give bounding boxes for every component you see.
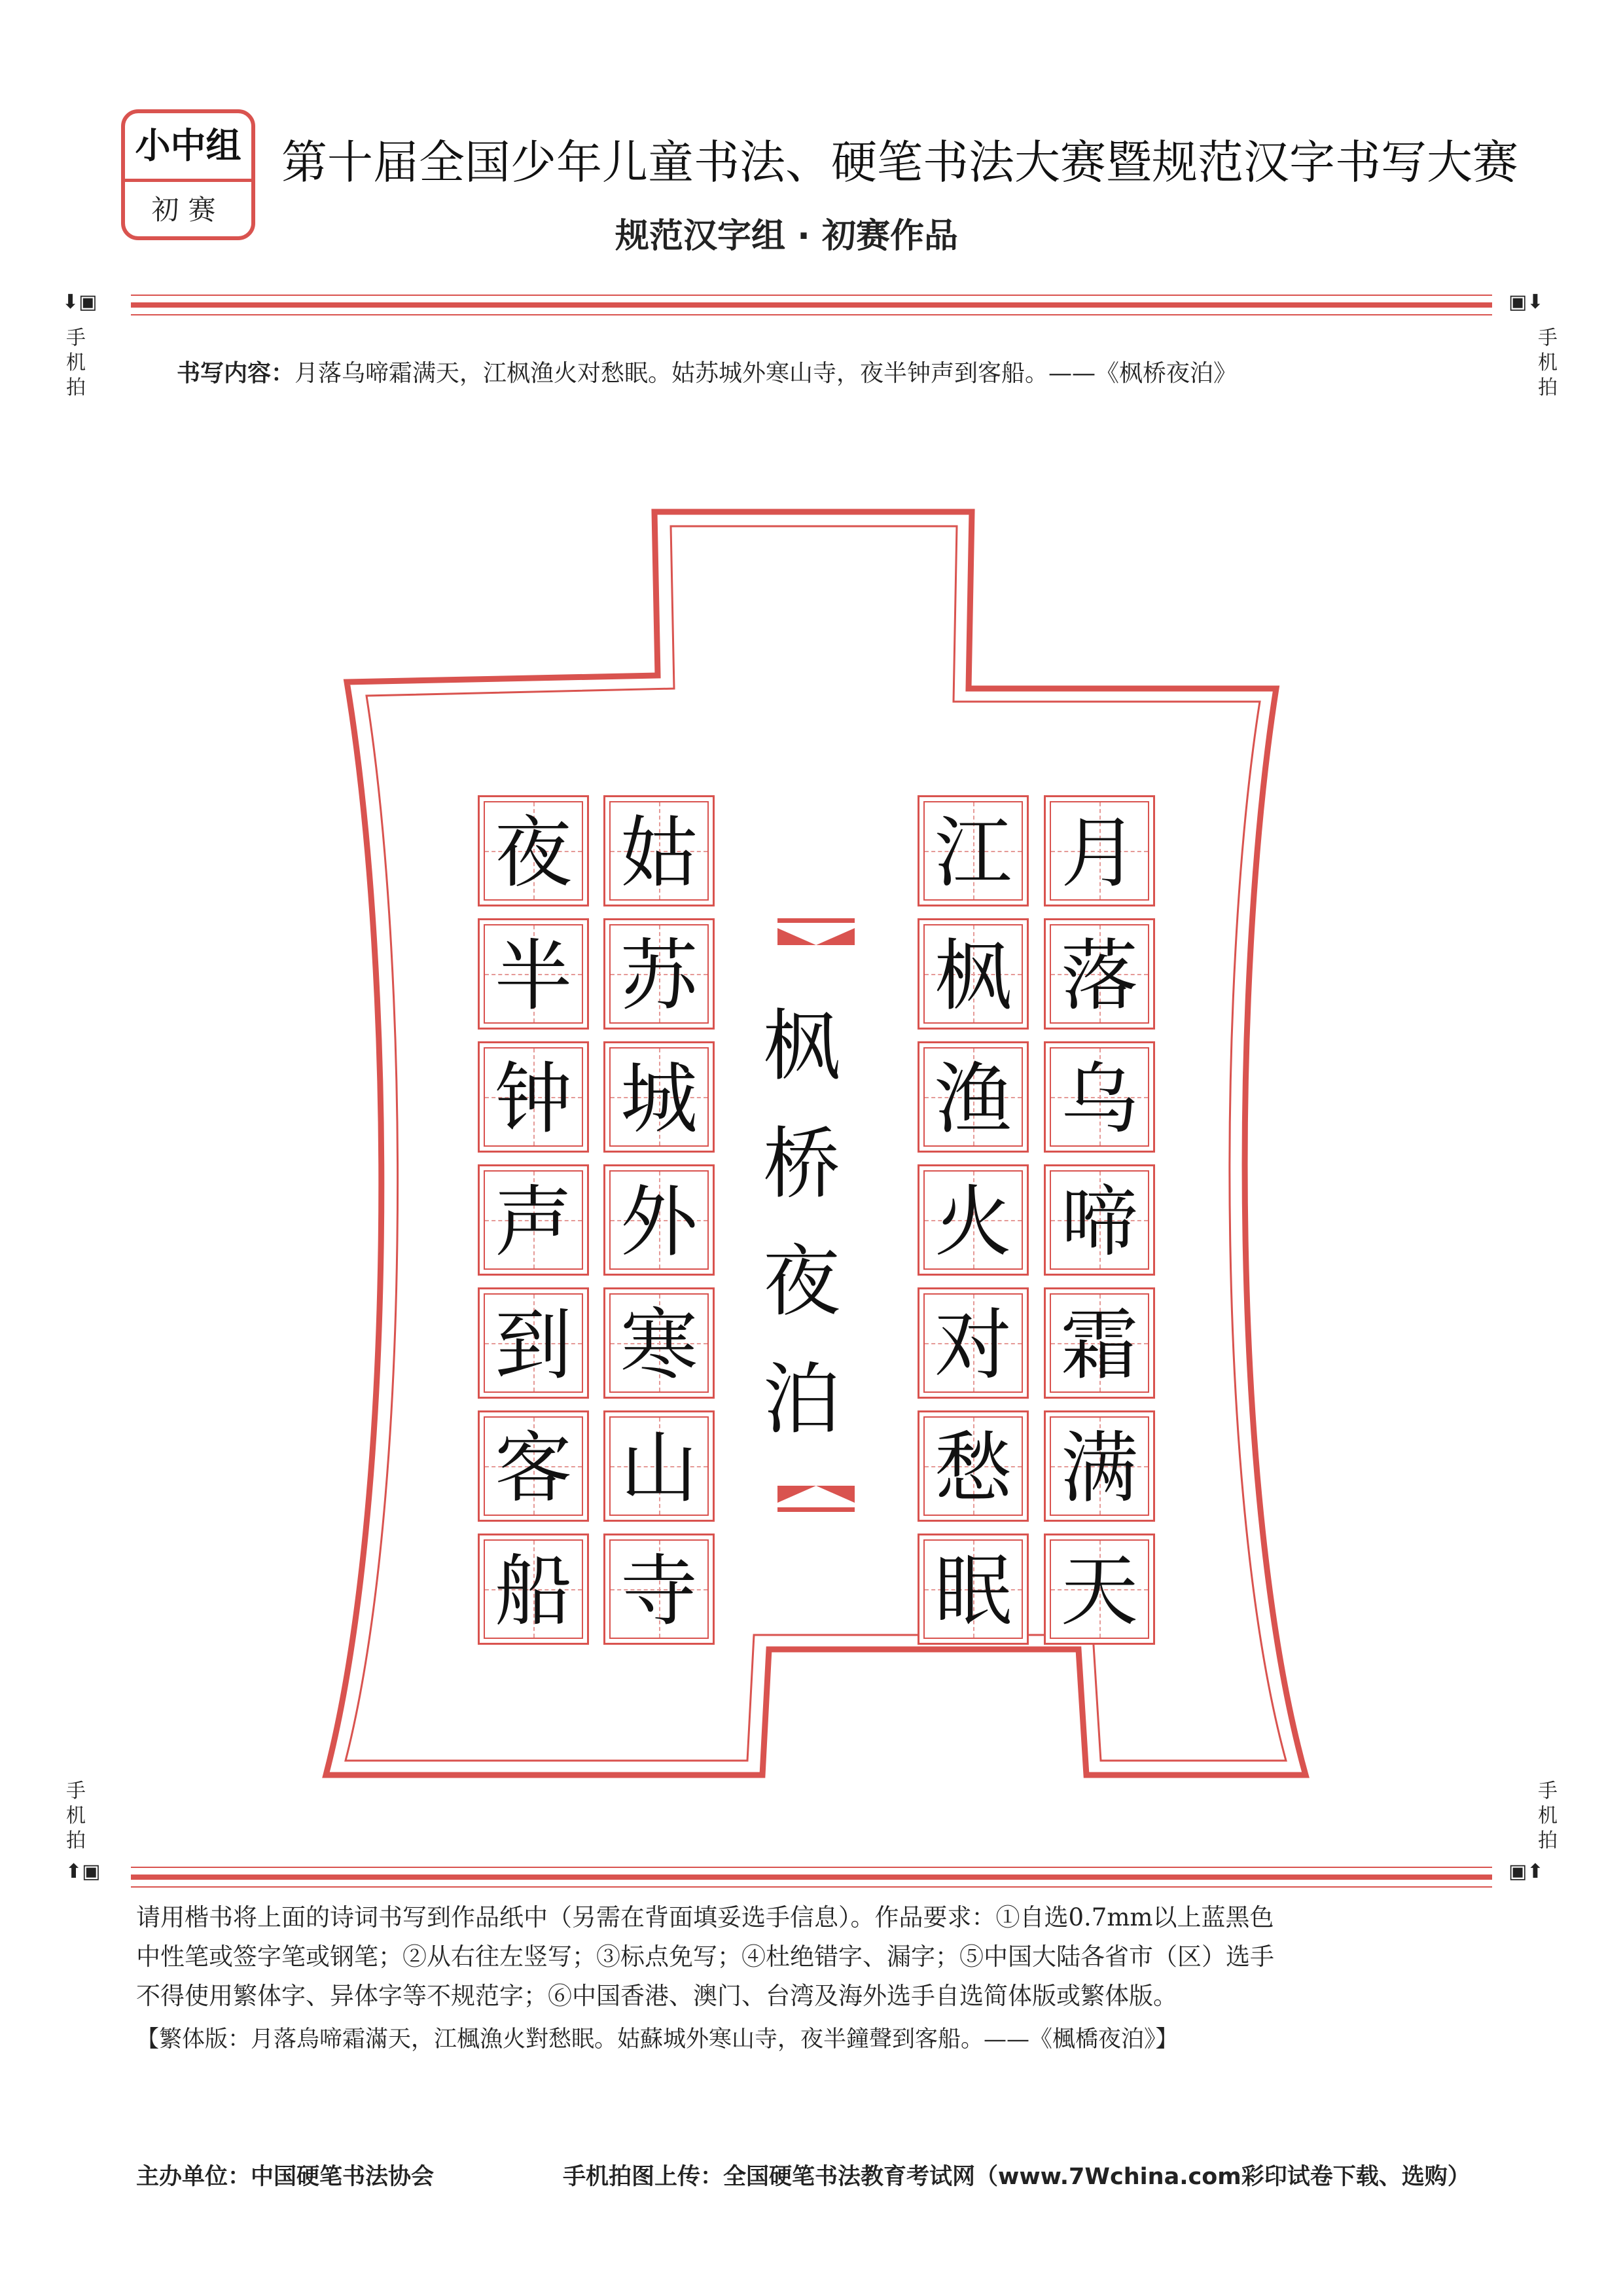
page-subtitle: 规范汉字组 · 初赛作品 — [615, 217, 958, 256]
camera-icon: ⬇▣ — [62, 291, 98, 314]
grid-cell: 满 — [1044, 1410, 1155, 1522]
camera-icon: ▣⬇ — [1508, 291, 1544, 314]
instruction-line: 请用楷书将上面的诗词书写到作品纸中（另需在背面填妥选手信息）。作品要求：①自选0.7mm以上蓝黑色 — [136, 1903, 1274, 1931]
stage-label: 初赛 — [151, 194, 225, 226]
grid-cell: 半 — [478, 918, 589, 1030]
page-title: 第十届全国少年儿童书法、硬笔书法大赛暨规范汉字书写大赛 — [281, 135, 1518, 189]
grid-cell: 乌 — [1044, 1041, 1155, 1153]
grid-cell: 眠 — [918, 1534, 1029, 1645]
grid-cell: 钟 — [478, 1041, 589, 1153]
grid-cell: 天 — [1044, 1534, 1155, 1645]
poem-title-char: 夜 — [762, 1236, 840, 1327]
instruction-line: 中性笔或签字笔或钢笔；②从右往左竖写；③标点免写；④杜绝错字、漏字；⑤中国大陆各省市（区）选手 — [136, 1943, 1274, 1971]
group-label: 小中组 — [125, 113, 251, 182]
bottom-rule-lower — [131, 1886, 1492, 1888]
bottom-rule-upper — [131, 1867, 1492, 1868]
bottom-rule-main — [131, 1874, 1492, 1880]
grid-cell: 愁 — [918, 1410, 1029, 1522]
upload-info: 手机拍图上传：全国硬笔书法教育考试网（www.7Wchina.com彩印试卷下载、选购） — [563, 2164, 1471, 2190]
grid-cell: 山 — [603, 1410, 715, 1522]
grid-cell: 客 — [478, 1410, 589, 1522]
camera-icon: ▣⬆ — [1508, 1860, 1544, 1883]
grid-cell: 落 — [1044, 918, 1155, 1030]
poem-title-char: 泊 — [762, 1354, 840, 1444]
grid-cell: 城 — [603, 1041, 715, 1153]
grid-cell: 月 — [1044, 795, 1155, 906]
camera-icon: ⬆▣ — [65, 1860, 101, 1883]
title-rule-bottom — [777, 1507, 855, 1512]
instructions — [136, 1898, 1504, 2016]
grid-cell: 火 — [918, 1164, 1029, 1276]
traditional-version: 【繁体版：月落烏啼霜滿天，江楓漁火對愁眠。姑蘇城外寒山寺，夜半鐘聲到客船。——《楓橋夜泊》】 — [136, 2026, 1179, 2053]
grid-cell: 姑 — [603, 795, 715, 906]
side-mark-bottom-right: 手机拍 — [1538, 1780, 1558, 1852]
grid-cell: 寒 — [603, 1287, 715, 1399]
instruction-line: 不得使用繁体字、异体字等不规范字；⑥中国香港、澳门、台湾及海外选手自选简体版或繁体版。 — [136, 1982, 1177, 2010]
side-mark-top-right: 手机拍 — [1538, 327, 1558, 399]
grid-cell: 苏 — [603, 918, 715, 1030]
poem-title-char: 枫 — [762, 1001, 840, 1091]
side-mark-top-left: 手机拍 — [66, 327, 86, 399]
grid-cell: 渔 — [918, 1041, 1029, 1153]
writing-content-text: 月落乌啼霜满天，江枫渔火对愁眠。姑苏城外寒山寺，夜半钟声到客船。——《枫桥夜泊》 — [294, 360, 1238, 387]
writing-content-label: 书写内容： — [177, 360, 295, 387]
grid-cell: 船 — [478, 1534, 589, 1645]
grid-cell: 声 — [478, 1164, 589, 1276]
grid-cell: 外 — [603, 1164, 715, 1276]
grid-cell: 枫 — [918, 918, 1029, 1030]
organizer: 主办单位：中国硬笔书法协会 — [136, 2164, 435, 2190]
grid-cell: 夜 — [478, 795, 589, 906]
grid-cell: 霜 — [1044, 1287, 1155, 1399]
title-rule-top — [777, 918, 855, 923]
grid-cell: 对 — [918, 1287, 1029, 1399]
side-mark-bottom-left: 手机拍 — [66, 1780, 86, 1852]
grid-cell: 寺 — [603, 1534, 715, 1645]
grid-cell: 到 — [478, 1287, 589, 1399]
poem-title-char: 桥 — [762, 1119, 840, 1209]
grid-cell: 啼 — [1044, 1164, 1155, 1276]
grid-cell: 江 — [918, 795, 1029, 906]
poem-title-char-1 — [749, 987, 854, 1458]
